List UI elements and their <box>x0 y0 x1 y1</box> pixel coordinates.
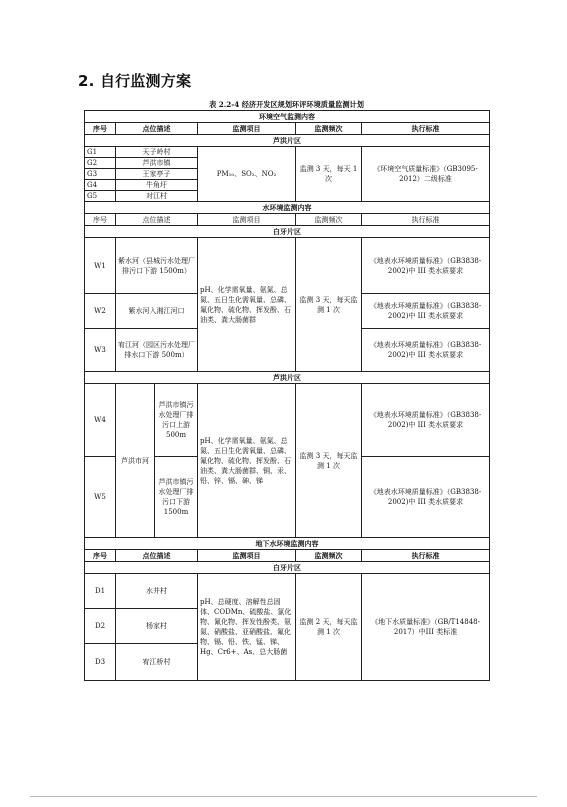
station-id: G5 <box>85 191 116 202</box>
area-title: 白牙片区 <box>85 226 490 238</box>
col-header-id: 序号 <box>85 214 116 226</box>
air-standard: 《环境空气质量标准》（GB3095-2012）二级标准 <box>362 147 490 202</box>
groundwater-section-title: 地下水环境监测内容 <box>85 538 490 550</box>
col-header-items: 监测项目 <box>198 214 296 226</box>
col-header-frequency: 监测频次 <box>296 214 362 226</box>
water-items: pH、化学需氧量、氨氮、总氮、五日生化需氧量、总磷、氟化物、硫化物、挥发酚、石油类、粪大肠菌群、铜、汞、铅、锌、镉、砷、锑 <box>198 384 296 538</box>
station-location: 牛角圩 <box>116 180 198 191</box>
station-id: D3 <box>85 644 116 681</box>
col-header-frequency: 监测频次 <box>296 550 362 562</box>
col-header-standard: 执行标准 <box>362 550 490 562</box>
air-section-title: 环境空气监测内容 <box>85 111 490 123</box>
section-heading: 2. 自行监测方案 <box>78 72 192 90</box>
groundwater-frequency: 监测 2 天，每天监测 1 次 <box>296 574 362 681</box>
station-location: 水井村 <box>116 574 198 609</box>
station-id: W1 <box>85 238 116 294</box>
station-id: D2 <box>85 609 116 644</box>
water-items: pH、化学需氧量、氨氮、总氮、五日生化需氧量、总磷、氟化物、硫化物、挥发酚、石油类、粪大肠菌群 <box>198 238 296 372</box>
station-location: 芦洪市镇污水处理厂排污口下游 1500m <box>155 457 198 538</box>
station-location: 芦洪市镇污水处理厂排污口上游 500m <box>155 384 198 457</box>
station-id: G1 <box>85 147 116 158</box>
area-title: 白牙片区 <box>85 562 490 574</box>
station-id: W2 <box>85 294 116 329</box>
water-section-title: 水环境监测内容 <box>85 202 490 214</box>
station-id: W5 <box>85 457 116 538</box>
station-id: D1 <box>85 574 116 609</box>
station-location: 对江村 <box>116 191 198 202</box>
station-id: G3 <box>85 169 116 180</box>
page-bottom-rule <box>30 796 537 797</box>
col-header-standard: 执行标准 <box>362 214 490 226</box>
station-location: 宥江河（园区污水处理厂排水口下游 500m） <box>116 329 198 372</box>
station-id: W3 <box>85 329 116 372</box>
groundwater-items: pH、总硬度、溶解性总固体、CODMn、硫酸盐、氯化物、氰化物、挥发性酚类、氨氮、硝酸盐、亚硝酸盐、氟化物、镉、铅、铁、锰、锑、Hg、Cr6+、As、总大肠菌 <box>198 574 296 681</box>
col-header-items: 监测项目 <box>198 123 296 135</box>
area-title: 芦洪片区 <box>85 135 490 147</box>
col-header-location: 点位描述 <box>116 214 198 226</box>
station-location: 宥江桥村 <box>116 644 198 681</box>
col-header-location: 点位描述 <box>116 550 198 562</box>
col-header-location: 点位描述 <box>116 123 198 135</box>
air-items: PM₁₀、SO₂、NO₂ <box>198 147 296 202</box>
area-title: 芦洪片区 <box>85 372 490 384</box>
station-location: 紫水河入湘江河口 <box>116 294 198 329</box>
col-header-frequency: 监测频次 <box>296 123 362 135</box>
table-caption: 表 2.2-4 经济开发区规划环评环境质量监测计划 <box>209 100 364 109</box>
water-standard: 《地表水环境质量标准》（GB3838-2002)中 III 类水质要求 <box>362 238 490 294</box>
station-location: 紫水河（县城污水处理厂排污口下游 1500m） <box>116 238 198 294</box>
river-name: 芦洪市河 <box>116 384 155 538</box>
water-frequency: 监测 3 天，每天监测 1 次 <box>296 238 362 372</box>
col-header-id: 序号 <box>85 550 116 562</box>
col-header-id: 序号 <box>85 123 116 135</box>
station-location: 杨家村 <box>116 609 198 644</box>
air-frequency: 监测 3 天，每天 1 次 <box>296 147 362 202</box>
water-frequency: 监测 3 天，每天监测 1 次 <box>296 384 362 538</box>
station-id: G4 <box>85 180 116 191</box>
groundwater-standard: 《地下水质量标准》（GB/T14848-2017）中III 类标准 <box>362 574 490 681</box>
monitoring-plan-table <box>84 110 490 681</box>
station-id: W4 <box>85 384 116 457</box>
water-standard: 《地表水环境质量标准》（GB3838-2002)中 III 类水质要求 <box>362 294 490 329</box>
station-id: G2 <box>85 158 116 169</box>
water-standard: 《地表水环境质量标准》（GB3838-2002)中 III 类水质要求 <box>362 329 490 372</box>
monitoring-plan-table-frame <box>84 110 489 681</box>
col-header-items: 监测项目 <box>198 550 296 562</box>
col-header-standard: 执行标准 <box>362 123 490 135</box>
water-standard: 《地表水环境质量标准》（GB3838-2002)中 III 类水质要求 <box>362 457 490 538</box>
station-location: 芦洪市镇 <box>116 158 198 169</box>
water-standard: 《地表水环境质量标准》（GB3838-2002)中 III 类水质要求 <box>362 384 490 457</box>
station-location: 王家亭子 <box>116 169 198 180</box>
station-location: 天子岭村 <box>116 147 198 158</box>
